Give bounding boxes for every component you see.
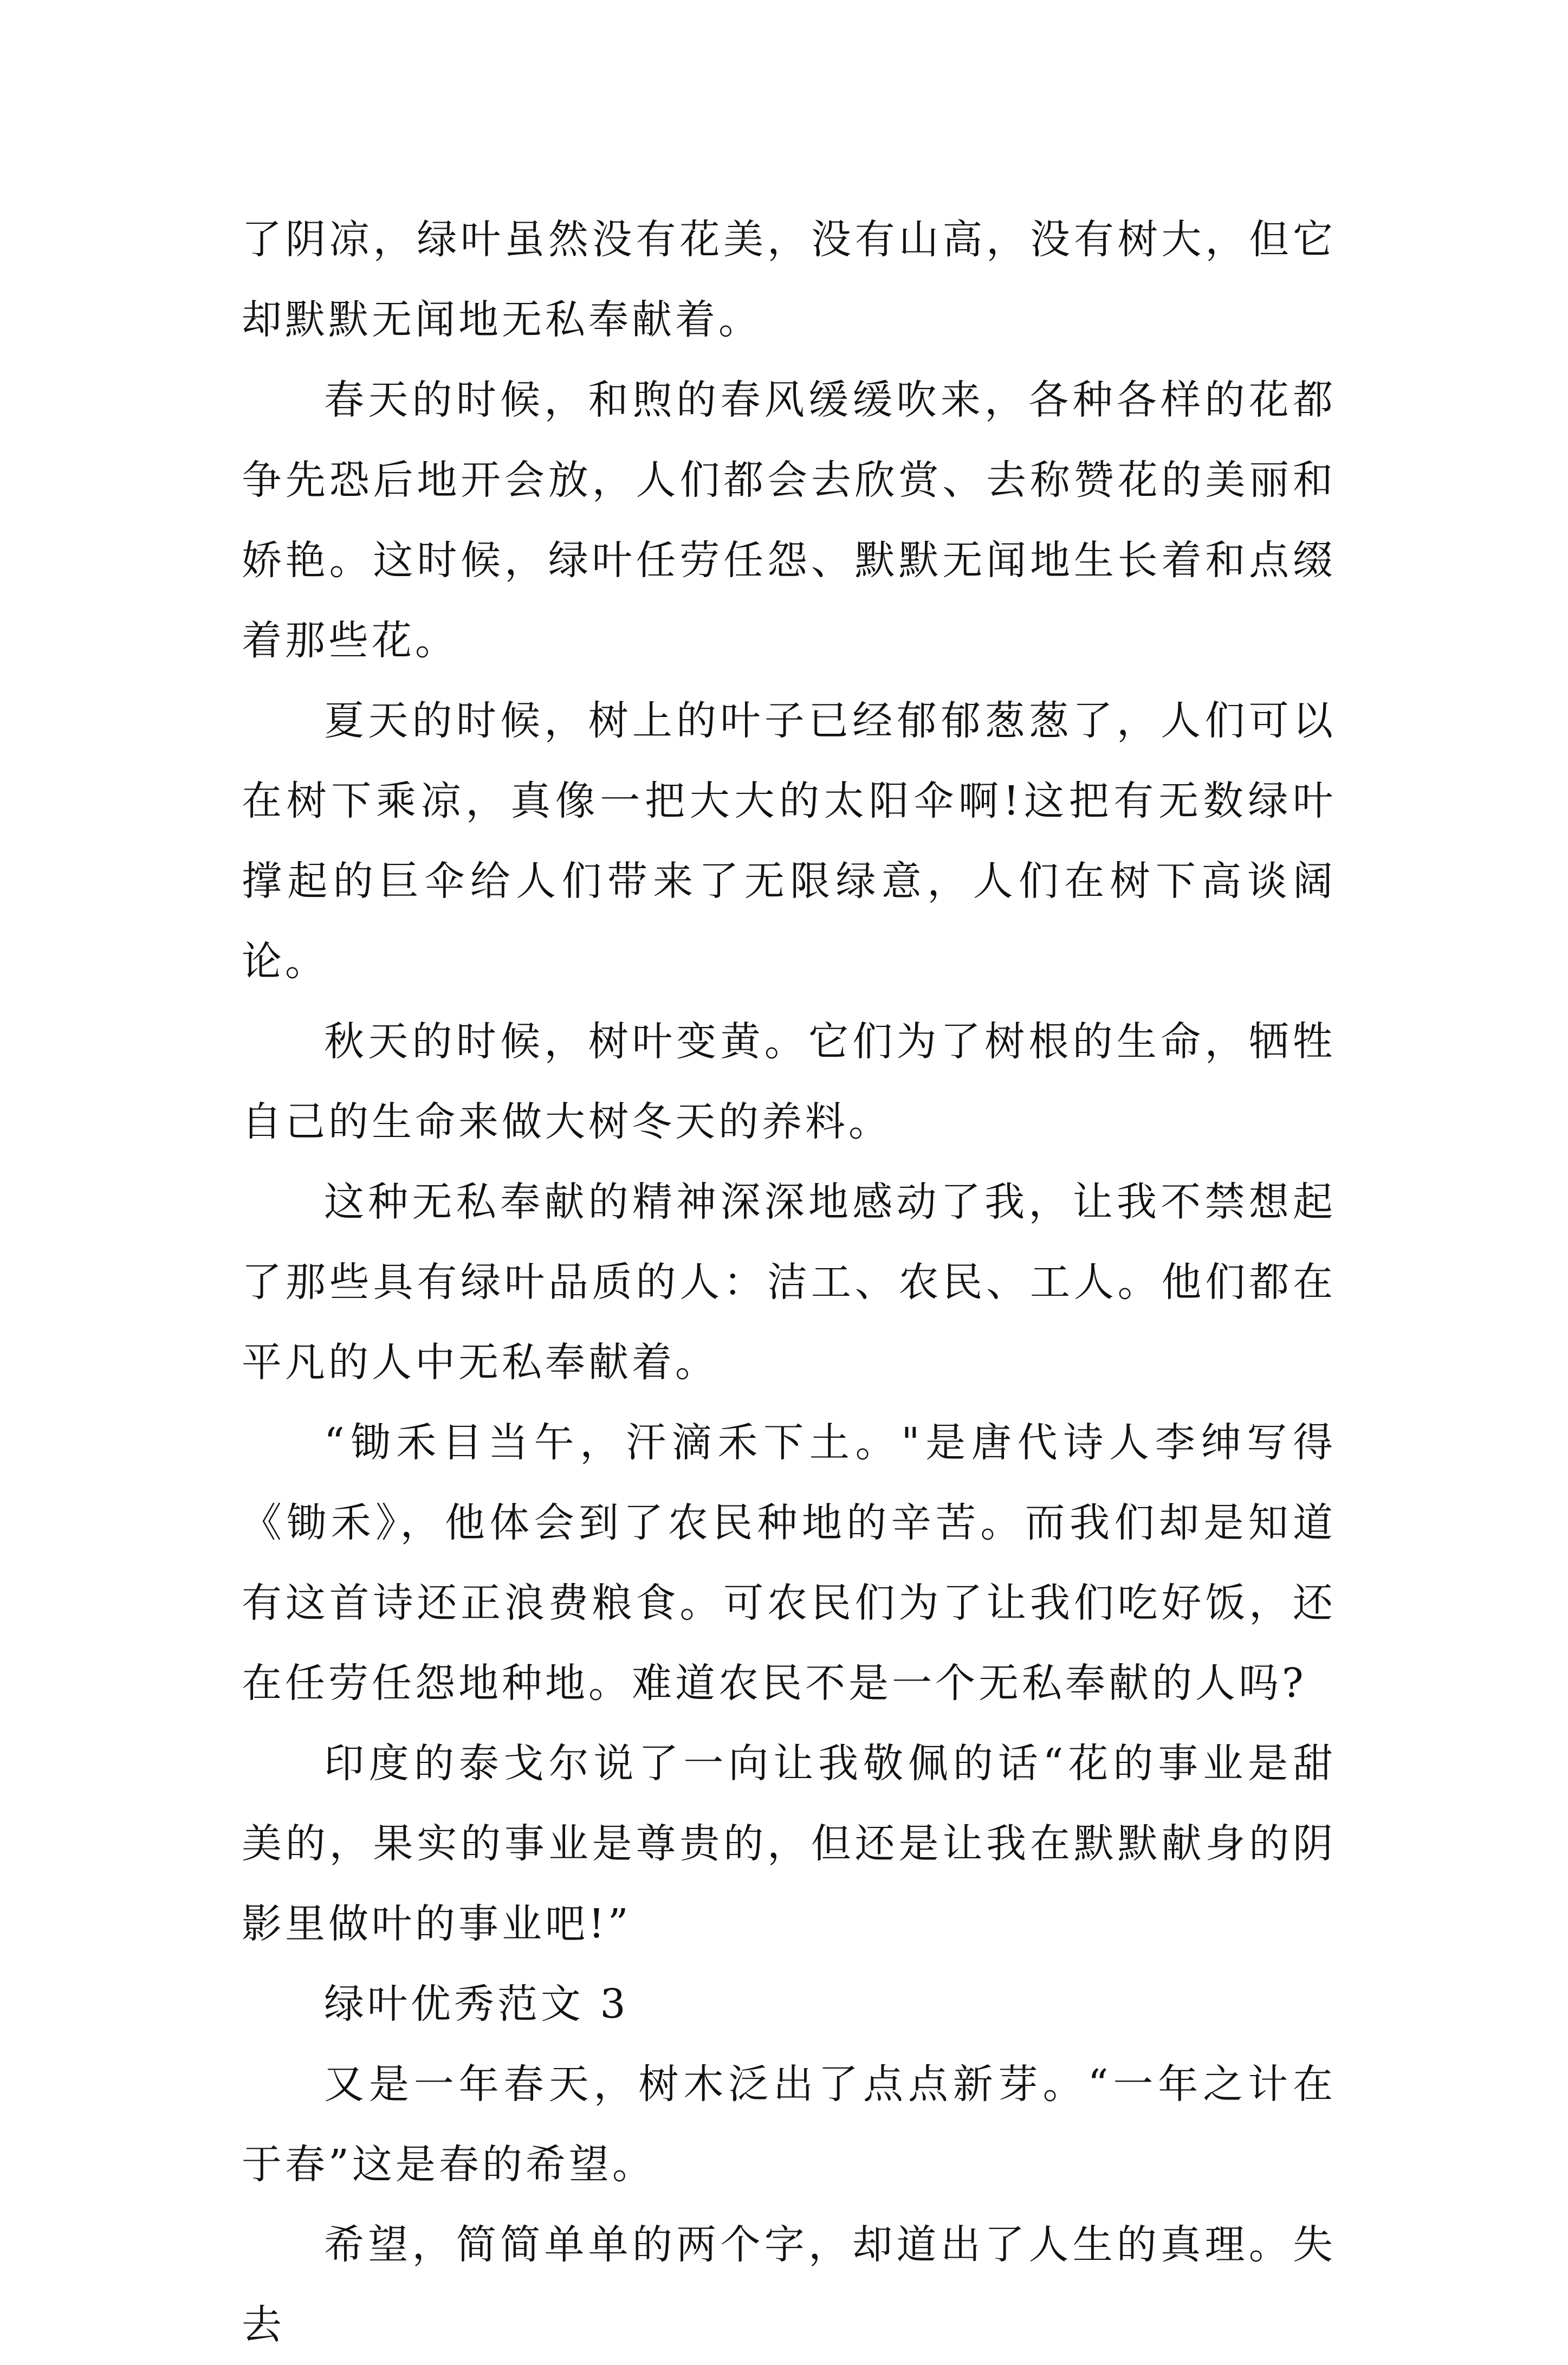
document-body	[242, 199, 1336, 2365]
paragraph-1: 了阴凉，绿叶虽然没有花美，没有山高，没有树大，但它却默默无闻地无私奉献着。	[242, 216, 1336, 343]
paragraph-3: 夏天的时候，树上的叶子已经郁郁葱葱了，人们可以在树下乘凉，真像一把大大的太阳伞啊!这把有无数绿叶撑起的巨伞给人们带来了无限绿意，人们在树下高谈阔论。	[242, 697, 1336, 985]
section-heading: 绿叶优秀范文 3	[324, 1981, 629, 2027]
paragraph-6: “锄禾目当午，汗滴禾下土。"是唐代诗人李绅写得《锄禾》，他体会到了农民种地的辛苦。而我们却是知道有这首诗还正浪费粮食。可农民们为了让我们吃好饭，还在任劳任怨地种地。难道农民不是一个无私奉献的人吗?	[242, 1419, 1336, 1707]
paragraph-2: 春天的时候，和煦的春风缓缓吹来，各种各样的花都争先恐后地开会放，人们都会去欣赏、去称赞花的美丽和娇艳。这时候，绿叶任劳任怨、默默无闻地生长着和点缀着那些花。	[242, 377, 1336, 664]
paragraph-7: 印度的泰戈尔说了一向让我敬佩的话“花的事业是甜美的，果实的事业是尊贵的，但还是让我在默默献身的阴影里做叶的事业吧!”	[242, 1740, 1336, 1947]
paragraph-8: 又是一年春天，树木泛出了点点新芽。“一年之计在于春”这是春的希望。	[242, 2061, 1336, 2188]
paragraph-5: 这种无私奉献的精神深深地感动了我，让我不禁想起了那些具有绿叶品质的人：洁工、农民、工人。他们都在平凡的人中无私奉献着。	[242, 1179, 1336, 1386]
paragraph-4: 秋天的时候，树叶变黄。它们为了树根的生命，牺牲自己的生命来做大树冬天的养料。	[242, 1018, 1336, 1145]
paragraph-9: 希望，简简单单的两个字，却道出了人生的真理。失去	[242, 2221, 1336, 2348]
